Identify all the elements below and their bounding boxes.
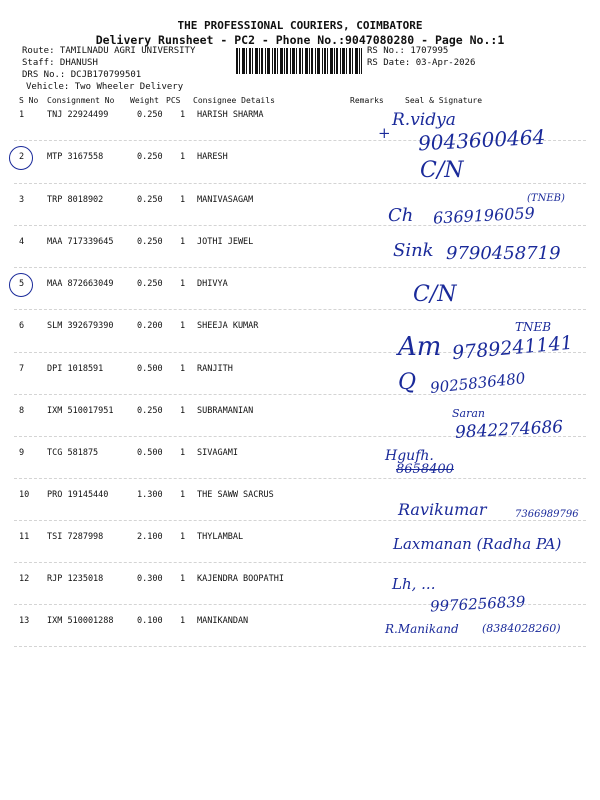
row-consignment: SLM 392679390 [47,321,114,331]
row-consignment: TCG 581875 [47,448,99,458]
row-consignee: RANJITH [197,364,233,374]
row-consignee: HARESH [197,152,228,162]
row-divider [14,478,586,479]
row-consignment: TNJ 22924499 [47,110,109,120]
table-row [0,279,600,299]
row-pcs: 1 [180,532,186,542]
row-sno: 5 [19,279,25,289]
row-pcs: 1 [180,364,186,374]
row-divider [14,394,586,395]
handwritten-signature: Ch [388,205,414,226]
row-consignee: JOTHI JEWEL [197,237,254,247]
row-consignee: KAJENDRA BOOPATHI [197,574,284,584]
col-remarks-header: Remarks [350,96,384,105]
handwritten-name: Laxmanan (Radha PA) [393,535,562,553]
row-weight: 0.500 [137,364,163,374]
row-weight: 0.250 [137,110,163,120]
col-pcs-header: PCS [166,96,181,105]
row-sno: 12 [19,574,30,584]
barcode-image [236,48,362,74]
handwritten-tag: TNEB [515,320,552,334]
rs-date: RS Date: 03-Apr-2026 [367,58,476,68]
row-consignee: SUBRAMANIAN [197,406,254,416]
col-seal-header: Seal & Signature [405,96,483,105]
row-consignment: PRO 19145440 [47,490,109,500]
handwritten-struck-number: 8658400 [396,462,454,477]
handwritten-tag: (TNEB) [527,193,565,204]
route-label: Route: TAMILNADU AGRI UNIVERSITY [22,46,196,56]
row-consignment: IXM 510001288 [47,616,114,626]
row-consignment: IXM 510017951 [47,406,114,416]
handwritten-phone: 9790458719 [446,243,561,264]
row-weight: 0.250 [137,237,163,247]
row-consignee: SHEEJA KUMAR [197,321,259,331]
row-divider [14,309,586,310]
row-sno: 3 [19,195,25,205]
handwritten-signature: Q [398,370,417,395]
runsheet-subtitle: Delivery Runsheet - PC2 - Phone No.:9047080280 - Page No.:1 [95,33,505,47]
row-weight: 2.100 [137,532,163,542]
row-consignment: DPI 1018591 [47,364,104,374]
handwritten-name: Saran [452,407,485,420]
handwritten-phone: (8384028260) [482,622,561,635]
row-divider [14,225,586,226]
row-sno: 4 [19,237,25,247]
vehicle-label: Vehicle: Two Wheeler Delivery [26,82,184,92]
row-sno: 1 [19,110,25,120]
row-pcs: 1 [180,321,186,331]
row-pcs: 1 [180,237,186,247]
row-consignee: MANIVASAGAM [197,195,254,205]
row-consignment: MAA 717339645 [47,237,114,247]
handwritten-name: Ravikumar [398,500,487,519]
row-consignment: TRP 8018902 [47,195,104,205]
table-row [0,448,600,468]
col-consignment-header: Consignment No [47,96,115,105]
handwritten-name: R.vidya [392,110,456,130]
row-pcs: 1 [180,152,186,162]
handwritten-phone: 9043600464 [417,124,546,156]
row-sno: 8 [19,406,25,416]
handwritten-phone: 7366989796 [515,509,579,520]
handwritten-note: C/N [420,158,464,183]
row-sno: 13 [19,616,30,626]
row-pcs: 1 [180,490,186,500]
row-weight: 0.250 [137,406,163,416]
row-pcs: 1 [180,279,186,289]
handwritten-phone: 6369196059 [432,203,536,228]
row-sno: 6 [19,321,25,331]
table-row [0,152,600,172]
row-pcs: 1 [180,406,186,416]
row-weight: 0.250 [137,152,163,162]
handwritten-phone: 9789241141 [451,331,574,365]
row-consignment: RJP 1235018 [47,574,104,584]
handwritten-phone: 9976256839 [429,592,526,616]
row-weight: 0.500 [137,448,163,458]
row-divider [14,646,586,647]
row-weight: 0.250 [137,279,163,289]
table-row [0,490,600,510]
col-sno-header: S No [19,96,39,105]
row-pcs: 1 [180,574,186,584]
row-consignment: MAA 872663049 [47,279,114,289]
handwritten-name: R.Manikand [385,622,459,636]
row-weight: 0.100 [137,616,163,626]
row-consignee: HARISH SHARMA [197,110,264,120]
row-consignee: SIVAGAMI [197,448,238,458]
col-consignee-header: Consignee Details [193,96,275,105]
row-weight: 0.200 [137,321,163,331]
row-weight: 0.250 [137,195,163,205]
handwritten-signature: Hgufh. [385,448,434,464]
row-sno: 7 [19,364,25,374]
row-pcs: 1 [180,195,186,205]
handwritten-signature: Sink [393,240,434,261]
row-divider [14,183,586,184]
handwritten-plus-mark: + [378,124,391,142]
row-consignee: THYLAMBAL [197,532,244,542]
row-sno: 10 [19,490,30,500]
row-consignee: DHIVYA [197,279,228,289]
handwritten-circle-mark [9,273,33,297]
rs-number: RS No.: 1707995 [367,46,449,56]
row-pcs: 1 [180,616,186,626]
row-consignee: MANIKANDAN [197,616,249,626]
row-consignment: TSI 7287998 [47,532,104,542]
drs-label: DRS No.: DCJB170799501 [22,70,142,80]
row-divider [14,562,586,563]
row-divider [14,267,586,268]
handwritten-circle-mark [9,146,33,170]
row-sno: 9 [19,448,25,458]
col-weight-header: Weight [130,96,159,105]
handwritten-phone: 9025836480 [429,369,527,397]
row-pcs: 1 [180,448,186,458]
row-sno: 2 [19,152,25,162]
handwritten-signature: Lh, ... [392,575,436,593]
handwritten-phone: 9842274686 [454,417,564,443]
staff-label: Staff: DHANUSH [22,58,98,68]
row-weight: 0.300 [137,574,163,584]
handwritten-signature: Am [398,332,442,362]
row-consignment: MTP 3167558 [47,152,104,162]
row-consignee: THE SAWW SACRUS [197,490,274,500]
row-sno: 11 [19,532,30,542]
table-row [0,574,600,594]
company-title: THE PROFESSIONAL COURIERS, COIMBATORE [177,19,423,32]
row-weight: 1.300 [137,490,163,500]
row-divider [14,520,586,521]
handwritten-note: C/N [413,282,457,307]
row-pcs: 1 [180,110,186,120]
